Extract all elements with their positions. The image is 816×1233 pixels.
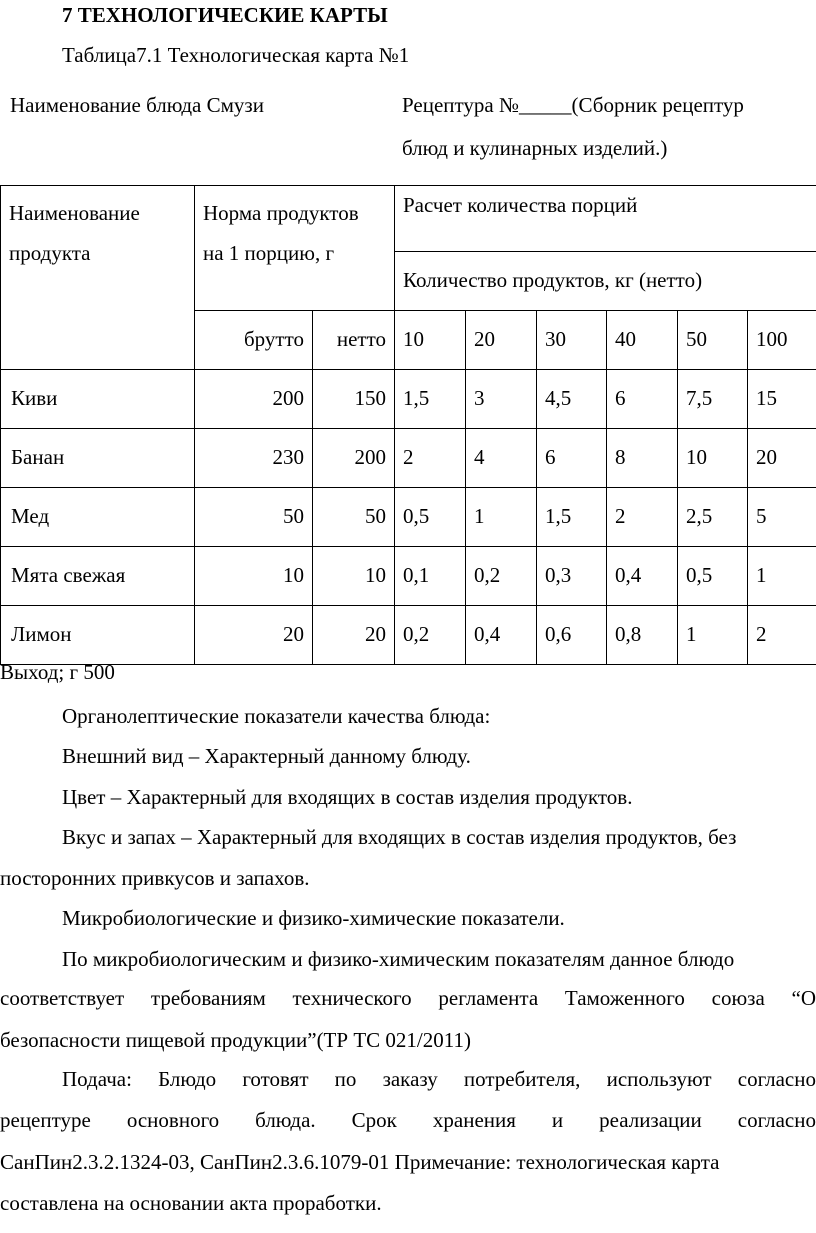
micro-title: Микробиологические и физико-химические показатели. <box>62 906 565 930</box>
qty-cell: 2,5 <box>678 488 748 547</box>
qty-cell: 1 <box>678 606 748 665</box>
qty-cell: 0,2 <box>466 547 537 606</box>
header-norm <box>195 186 395 311</box>
taste-line1: Вкус и запах – Характерный для входящих в состав изделия продуктов, без <box>62 825 737 849</box>
header-portions-10: 10 <box>395 311 466 370</box>
qty-cell: 0,3 <box>537 547 607 606</box>
table-header-row <box>1 186 816 252</box>
table-caption: Таблица7.1 Технологическая карта №1 <box>62 43 410 67</box>
brutto-cell: 20 <box>195 606 313 665</box>
header-product-line2: продукта <box>9 241 91 265</box>
qty-cell: 1,5 <box>537 488 607 547</box>
qty-cell: 0,1 <box>395 547 466 606</box>
qty-cell: 0,5 <box>678 547 748 606</box>
qty-cell: 0,5 <box>395 488 466 547</box>
qty-cell: 0,2 <box>395 606 466 665</box>
header-portions-40: 40 <box>607 311 678 370</box>
qty-cell: 8 <box>607 429 678 488</box>
micro-line3: безопасности пищевой продукции”(ТР ТС 021/2011) <box>0 1028 471 1052</box>
netto-cell: 20 <box>313 606 395 665</box>
qty-cell: 6 <box>607 370 678 429</box>
brutto-cell: 200 <box>195 370 313 429</box>
header-qty: Количество продуктов, кг (нетто) <box>395 252 816 311</box>
header-norm-line1: Норма продуктов <box>203 201 359 225</box>
taste-line2: посторонних привкусов и запахов. <box>0 866 310 890</box>
recipe-reference-line1: Рецептура №_____(Сборник рецептур <box>402 93 744 117</box>
header-product <box>1 186 195 370</box>
header-product-line1: Наименование <box>9 201 140 225</box>
appearance-line: Внешний вид – Характерный данному блюду. <box>62 744 471 768</box>
qty-cell: 5 <box>748 488 816 547</box>
micro-line1: По микробиологическим и физико-химическим показателям данное блюдо <box>62 947 735 971</box>
serve-line2: рецептуре основного блюда. Срок хранения и реализации согласно <box>0 1108 816 1132</box>
qty-cell: 6 <box>537 429 607 488</box>
header-brutto: брутто <box>195 311 313 370</box>
organoleptic-title: Органолептические показатели качества блюда: <box>62 704 491 728</box>
serve-line3: СанПин2.3.2.1324-03, СанПин2.3.6.1079-01 Примечание: технологическая карта <box>0 1150 720 1174</box>
table-row <box>1 606 816 665</box>
qty-cell: 3 <box>466 370 537 429</box>
qty-cell: 2 <box>748 606 816 665</box>
brutto-cell: 50 <box>195 488 313 547</box>
brutto-cell: 230 <box>195 429 313 488</box>
qty-cell: 1 <box>466 488 537 547</box>
qty-cell: 0,6 <box>537 606 607 665</box>
output-yield: Выход; г 500 <box>0 660 115 684</box>
header-portions-30: 30 <box>537 311 607 370</box>
qty-cell: 0,8 <box>607 606 678 665</box>
netto-cell: 10 <box>313 547 395 606</box>
recipe-reference-line2: блюд и кулинарных изделий.) <box>402 136 668 160</box>
table-row <box>1 547 816 606</box>
netto-cell: 150 <box>313 370 395 429</box>
product-name: Мята свежая <box>1 547 195 606</box>
product-name: Мед <box>1 488 195 547</box>
qty-cell: 4 <box>466 429 537 488</box>
qty-cell: 10 <box>678 429 748 488</box>
header-portions-50: 50 <box>678 311 748 370</box>
qty-cell: 4,5 <box>537 370 607 429</box>
serve-line1: Подача: Блюдо готовят по заказу потребителя, используют согласно <box>62 1067 816 1091</box>
table-row <box>1 429 816 488</box>
product-name: Лимон <box>1 606 195 665</box>
header-calc: Расчет количества порций <box>395 186 816 252</box>
section-heading: 7 ТЕХНОЛОГИЧЕСКИЕ КАРТЫ <box>62 3 388 27</box>
serve-line4: составлена на основании акта проработки. <box>0 1191 382 1215</box>
header-portions-100: 100 <box>748 311 816 370</box>
header-netto: нетто <box>313 311 395 370</box>
table-row <box>1 488 816 547</box>
qty-cell: 0,4 <box>466 606 537 665</box>
micro-line2: соответствует требованиям технического регламента Таможенного союза “О <box>0 986 816 1010</box>
qty-cell: 2 <box>395 429 466 488</box>
qty-cell: 15 <box>748 370 816 429</box>
color-line: Цвет – Характерный для входящих в состав изделия продуктов. <box>62 785 633 809</box>
technological-card-table <box>0 185 816 665</box>
product-name: Киви <box>1 370 195 429</box>
qty-cell: 1,5 <box>395 370 466 429</box>
brutto-cell: 10 <box>195 547 313 606</box>
netto-cell: 50 <box>313 488 395 547</box>
qty-cell: 20 <box>748 429 816 488</box>
product-name: Банан <box>1 429 195 488</box>
qty-cell: 2 <box>607 488 678 547</box>
netto-cell: 200 <box>313 429 395 488</box>
qty-cell: 0,4 <box>607 547 678 606</box>
qty-cell: 7,5 <box>678 370 748 429</box>
header-portions-20: 20 <box>466 311 537 370</box>
header-norm-line2: на 1 порцию, г <box>203 241 335 265</box>
table-row <box>1 370 816 429</box>
dish-name: Наименование блюда Смузи <box>10 93 264 117</box>
qty-cell: 1 <box>748 547 816 606</box>
